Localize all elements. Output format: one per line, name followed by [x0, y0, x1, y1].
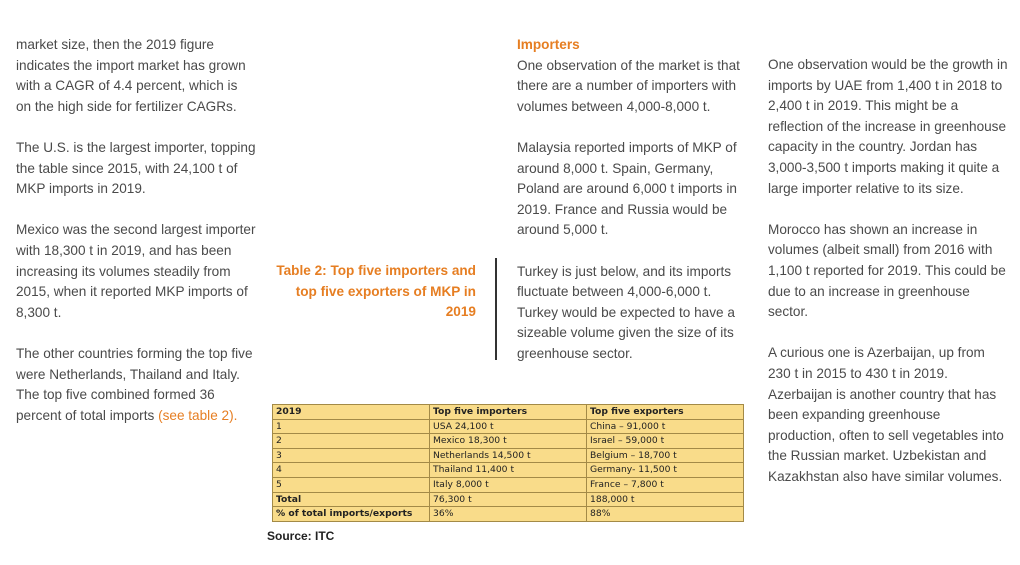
table-cell: China – 91,000 t	[587, 419, 744, 434]
table-caption: Table 2: Top five importers and top five exporters of MKP in 2019	[276, 263, 476, 320]
table-cell: % of total imports/exports	[273, 507, 430, 522]
table-cell: 4	[273, 463, 430, 478]
table-row	[273, 463, 744, 478]
table-cell: 5	[273, 477, 430, 492]
table-row	[273, 434, 744, 449]
paragraph: One observation would be the growth in imports by UAE from 1,400 t in 2018 to 2,400 t in 2019. This might be a reflection of the increase in greenhouse capacity in the country. Jordan has 3,000-3,500 t imports making it quite a large importer relative to its size.	[768, 57, 1008, 196]
table-cell: 88%	[587, 507, 744, 522]
table-cell: Thailand 11,400 t	[430, 463, 587, 478]
table-cell: 36%	[430, 507, 587, 522]
paragraph: A curious one is Azerbaijan, up from 230 t in 2015 to 430 t in 2019. Azerbaijan is another country that has been expanding greenhouse production, often to sell vegetables into the Russian market. Uzbekistan and Kazakhstan also have similar volumes.	[768, 345, 1004, 484]
caption-divider	[495, 258, 497, 360]
table-header-cell: Top five exporters	[587, 405, 744, 420]
table-cell: Total	[273, 492, 430, 507]
table-source: Source: ITC	[267, 529, 335, 543]
table-cell: Mexico 18,300 t	[430, 434, 587, 449]
table-cell: Israel – 59,000 t	[587, 434, 744, 449]
table-row	[273, 448, 744, 463]
table-cell: France – 7,800 t	[587, 477, 744, 492]
paragraph: Mexico was the second largest importer with 18,300 t in 2019, and has been increasing its volumes steadily from 2015, when it reported MKP imports of 8,300 t.	[16, 222, 256, 320]
text-column-1	[16, 35, 256, 447]
paragraph-text: The other countries forming the top five were Netherlands, Thailand and Italy. The top five combined formed 36 percent of total imports	[16, 345, 253, 423]
table-cell: 76,300 t	[430, 492, 587, 507]
table-reference-link[interactable]: (see table 2).	[158, 407, 238, 423]
table-cell: Italy 8,000 t	[430, 477, 587, 492]
paragraph: One observation of the market is that there are a number of importers with volumes between 4,000-8,000 t.	[517, 57, 740, 114]
table-cell: USA 24,100 t	[430, 419, 587, 434]
table-cell: Germany- 11,500 t	[587, 463, 744, 478]
paragraph: Morocco has shown an increase in volumes (albeit small) from 2016 with 1,100 t reported for 2019. This could be due to an increase in greenhouse sector.	[768, 221, 1006, 320]
table-header-cell: Top five importers	[430, 405, 587, 420]
table-cell: Belgium – 18,700 t	[587, 448, 744, 463]
table-total-row	[273, 492, 744, 507]
table-cell: 188,000 t	[587, 492, 744, 507]
text-column-4	[768, 55, 1008, 508]
paragraph: Turkey is just below, and its imports fluctuate between 4,000-6,000 t. Turkey would be expected to have a sizeable volume given the size of its greenhouse sector.	[517, 263, 735, 361]
table-header-row	[273, 405, 744, 420]
table-cell: Netherlands 14,500 t	[430, 448, 587, 463]
table-percent-row	[273, 507, 744, 522]
paragraph: market size, then the 2019 figure indicates the import market has grown with a CAGR of 4.4 percent, which is on the high side for fertilizer CAGRs.	[16, 37, 246, 114]
table-cell: 3	[273, 448, 430, 463]
table-header-cell: 2019	[273, 405, 430, 420]
table-cell: 2	[273, 434, 430, 449]
table-cell: 1	[273, 419, 430, 434]
table-row	[273, 477, 744, 492]
paragraph: Malaysia reported imports of MKP of around 8,000 t. Spain, Germany, Poland are around 6,000 t imports in 2019. France and Russia would be around 5,000 t.	[517, 139, 737, 238]
paragraph	[16, 344, 256, 426]
text-column-3	[517, 35, 753, 385]
data-table	[272, 404, 744, 522]
paragraph: The U.S. is the largest importer, topping the table since 2015, with 24,100 t of MKP imports in 2019.	[16, 139, 256, 197]
table-row	[273, 419, 744, 434]
section-heading: Importers	[517, 37, 580, 52]
